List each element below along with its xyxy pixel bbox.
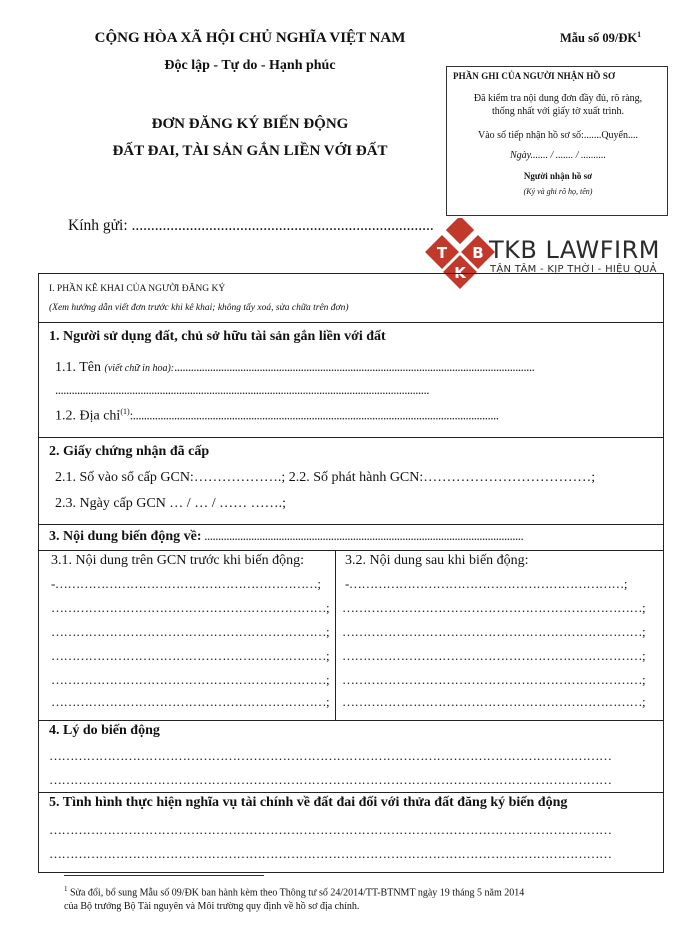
divider (39, 720, 663, 721)
before-change-line[interactable]: -………………………………………………………; (51, 576, 321, 591)
footnote-sup: 1 (64, 885, 68, 893)
before-change-line[interactable]: …………………………………………………………; (51, 648, 330, 663)
divider (39, 550, 663, 551)
before-change-title: 3.1. Nội dung trên GCN trước khi biến động: (51, 553, 304, 568)
receiver-signer-note: (Ký và ghi rõ họ, tên) (523, 187, 593, 196)
divider (39, 524, 663, 525)
divider (39, 792, 663, 793)
receiver-line2: thống nhất với giấy tờ xuất trình. (492, 106, 624, 117)
before-change-line[interactable]: …………………………………………………………; (51, 694, 330, 709)
receiver-line1: Đã kiểm tra nội dung đơn đầy đủ, rõ ràng, (473, 93, 643, 104)
logo-diamond-top (446, 218, 474, 244)
owner-address-field[interactable] (55, 407, 499, 425)
section3-heading-dots: .................................................................................................................... (201, 528, 524, 543)
receiver-heading: PHẦN GHI CỦA NGƯỜI NHẬN HỒ SƠ (453, 71, 616, 81)
owner-name-line2[interactable]: ........................................................................................................................................ (55, 382, 429, 397)
receiver-box (446, 66, 668, 216)
footnote-rule (64, 875, 264, 876)
certificate-date-field[interactable]: 2.3. Ngày cấp GCN … / … / …… …….; (55, 496, 286, 511)
form-title-line1: ĐƠN ĐĂNG KÝ BIẾN ĐỘNG (151, 116, 349, 132)
logo-letter-t: T (436, 244, 448, 262)
after-change-line[interactable]: ………………………………………………………………; (342, 648, 646, 663)
receiver-signer: Người nhận hồ sơ (523, 171, 593, 181)
form-title-line2: ĐẤT ĐAI, TÀI SẢN GẮN LIỀN VỚI ĐẤT (112, 143, 388, 159)
section5-heading: 5. Tình hình thực hiện nghĩa vụ tài chính về đất đai đối với thửa đất đăng ký biến động (49, 795, 568, 810)
after-change-line[interactable]: ………………………………………………………………; (342, 624, 646, 639)
declaration-frame (38, 273, 664, 873)
after-change-title: 3.2. Nội dung sau khi biến động: (345, 553, 529, 568)
reason-line[interactable]: ……………………………………………………………………………………………………………………… (49, 772, 612, 787)
form-number (560, 30, 641, 46)
footnote-line2: của Bộ trưởng Bộ Tài nguyên và Môi trường quy định về hồ sơ địa chính. (64, 901, 360, 912)
financial-obligation-line[interactable]: ……………………………………………………………………………………………………………………… (49, 822, 612, 837)
reason-line[interactable]: ……………………………………………………………………………………………………………………… (49, 748, 612, 763)
motto: Độc lập - Tự do - Hạnh phúc (164, 58, 336, 73)
footnote-text1: Sửa đổi, bổ sung Mẫu số 09/ĐK ban hành kèm theo Thông tư số 24/2014/TT-BTNMT ngày 19 tháng 5 năm 2014 (67, 887, 525, 899)
section3-heading-label: 3. Nội dung biến động về: (49, 529, 202, 544)
owner-name-label: 1.1. Tên (55, 360, 102, 375)
section4-heading: 4. Lý do biến động (49, 723, 160, 738)
column-divider (335, 550, 336, 720)
after-change-line[interactable]: ………………………………………………………………; (342, 600, 646, 615)
receiver-record-number[interactable]: Vào sổ tiếp nhận hồ sơ số:.......Quyển.... (478, 130, 638, 141)
owner-address-label: 1.2. Địa chỉ (55, 408, 121, 424)
divider (39, 437, 663, 438)
form-number-text: Mẫu số 09/ĐK (560, 31, 638, 46)
section2-heading: 2. Giấy chứng nhận đã cấp (49, 444, 210, 459)
divider (39, 322, 663, 323)
logo-letter-b: B (472, 244, 484, 262)
before-change-line[interactable]: …………………………………………………………; (51, 624, 330, 639)
section-i-note: (Xem hướng dẫn viết đơn trước khi kê khai; không tẩy xoá, sửa chữa trên đơn) (49, 303, 349, 313)
addressee-field[interactable]: Kính gửi: .............................................................................. (68, 217, 434, 234)
after-change-line[interactable]: -…………………………………………………………; (345, 576, 627, 591)
owner-name-hint: (viết chữ in hoa): (104, 363, 175, 374)
section-i-title: I. PHẦN KÊ KHAI CỦA NGƯỜI ĐĂNG KÝ (49, 284, 226, 294)
financial-obligation-line[interactable]: ……………………………………………………………………………………………………………………… (49, 846, 612, 861)
after-change-line[interactable]: ………………………………………………………………; (342, 672, 646, 687)
before-change-line[interactable]: …………………………………………………………; (51, 600, 330, 615)
section1-heading: 1. Người sử dụng đất, chủ sở hữu tài sản gắn liền với đất (49, 329, 386, 344)
form-number-sup: 1 (637, 30, 642, 39)
after-change-line[interactable]: ………………………………………………………………; (342, 694, 646, 709)
receiver-date[interactable]: Ngày....... / ....... / .......... (509, 150, 607, 161)
section3-heading[interactable] (49, 528, 523, 545)
owner-address-dots: :..................................................................................................................................... (129, 407, 499, 423)
footnote-line1 (64, 885, 524, 898)
owner-name-field[interactable] (55, 359, 534, 376)
logo-tagline: TẬN TÂM - KỊP THỜI - HIỆU QUẢ (490, 264, 657, 275)
certificate-number-fields[interactable]: 2.1. Số vào sổ cấp GCN:……………….; 2.2. Số phát hành GCN:………………………………; (55, 470, 596, 485)
owner-name-dots: ................................................................................................................................... (174, 359, 535, 374)
owner-address-sup: (1) (120, 407, 130, 416)
logo-name: TKB LAWFIRM (489, 236, 661, 264)
nation-heading: CỘNG HÒA XÃ HỘI CHỦ NGHĨA VIỆT NAM (94, 30, 406, 46)
before-change-line[interactable]: …………………………………………………………; (51, 672, 330, 687)
logo-letter-k: K (454, 264, 466, 282)
